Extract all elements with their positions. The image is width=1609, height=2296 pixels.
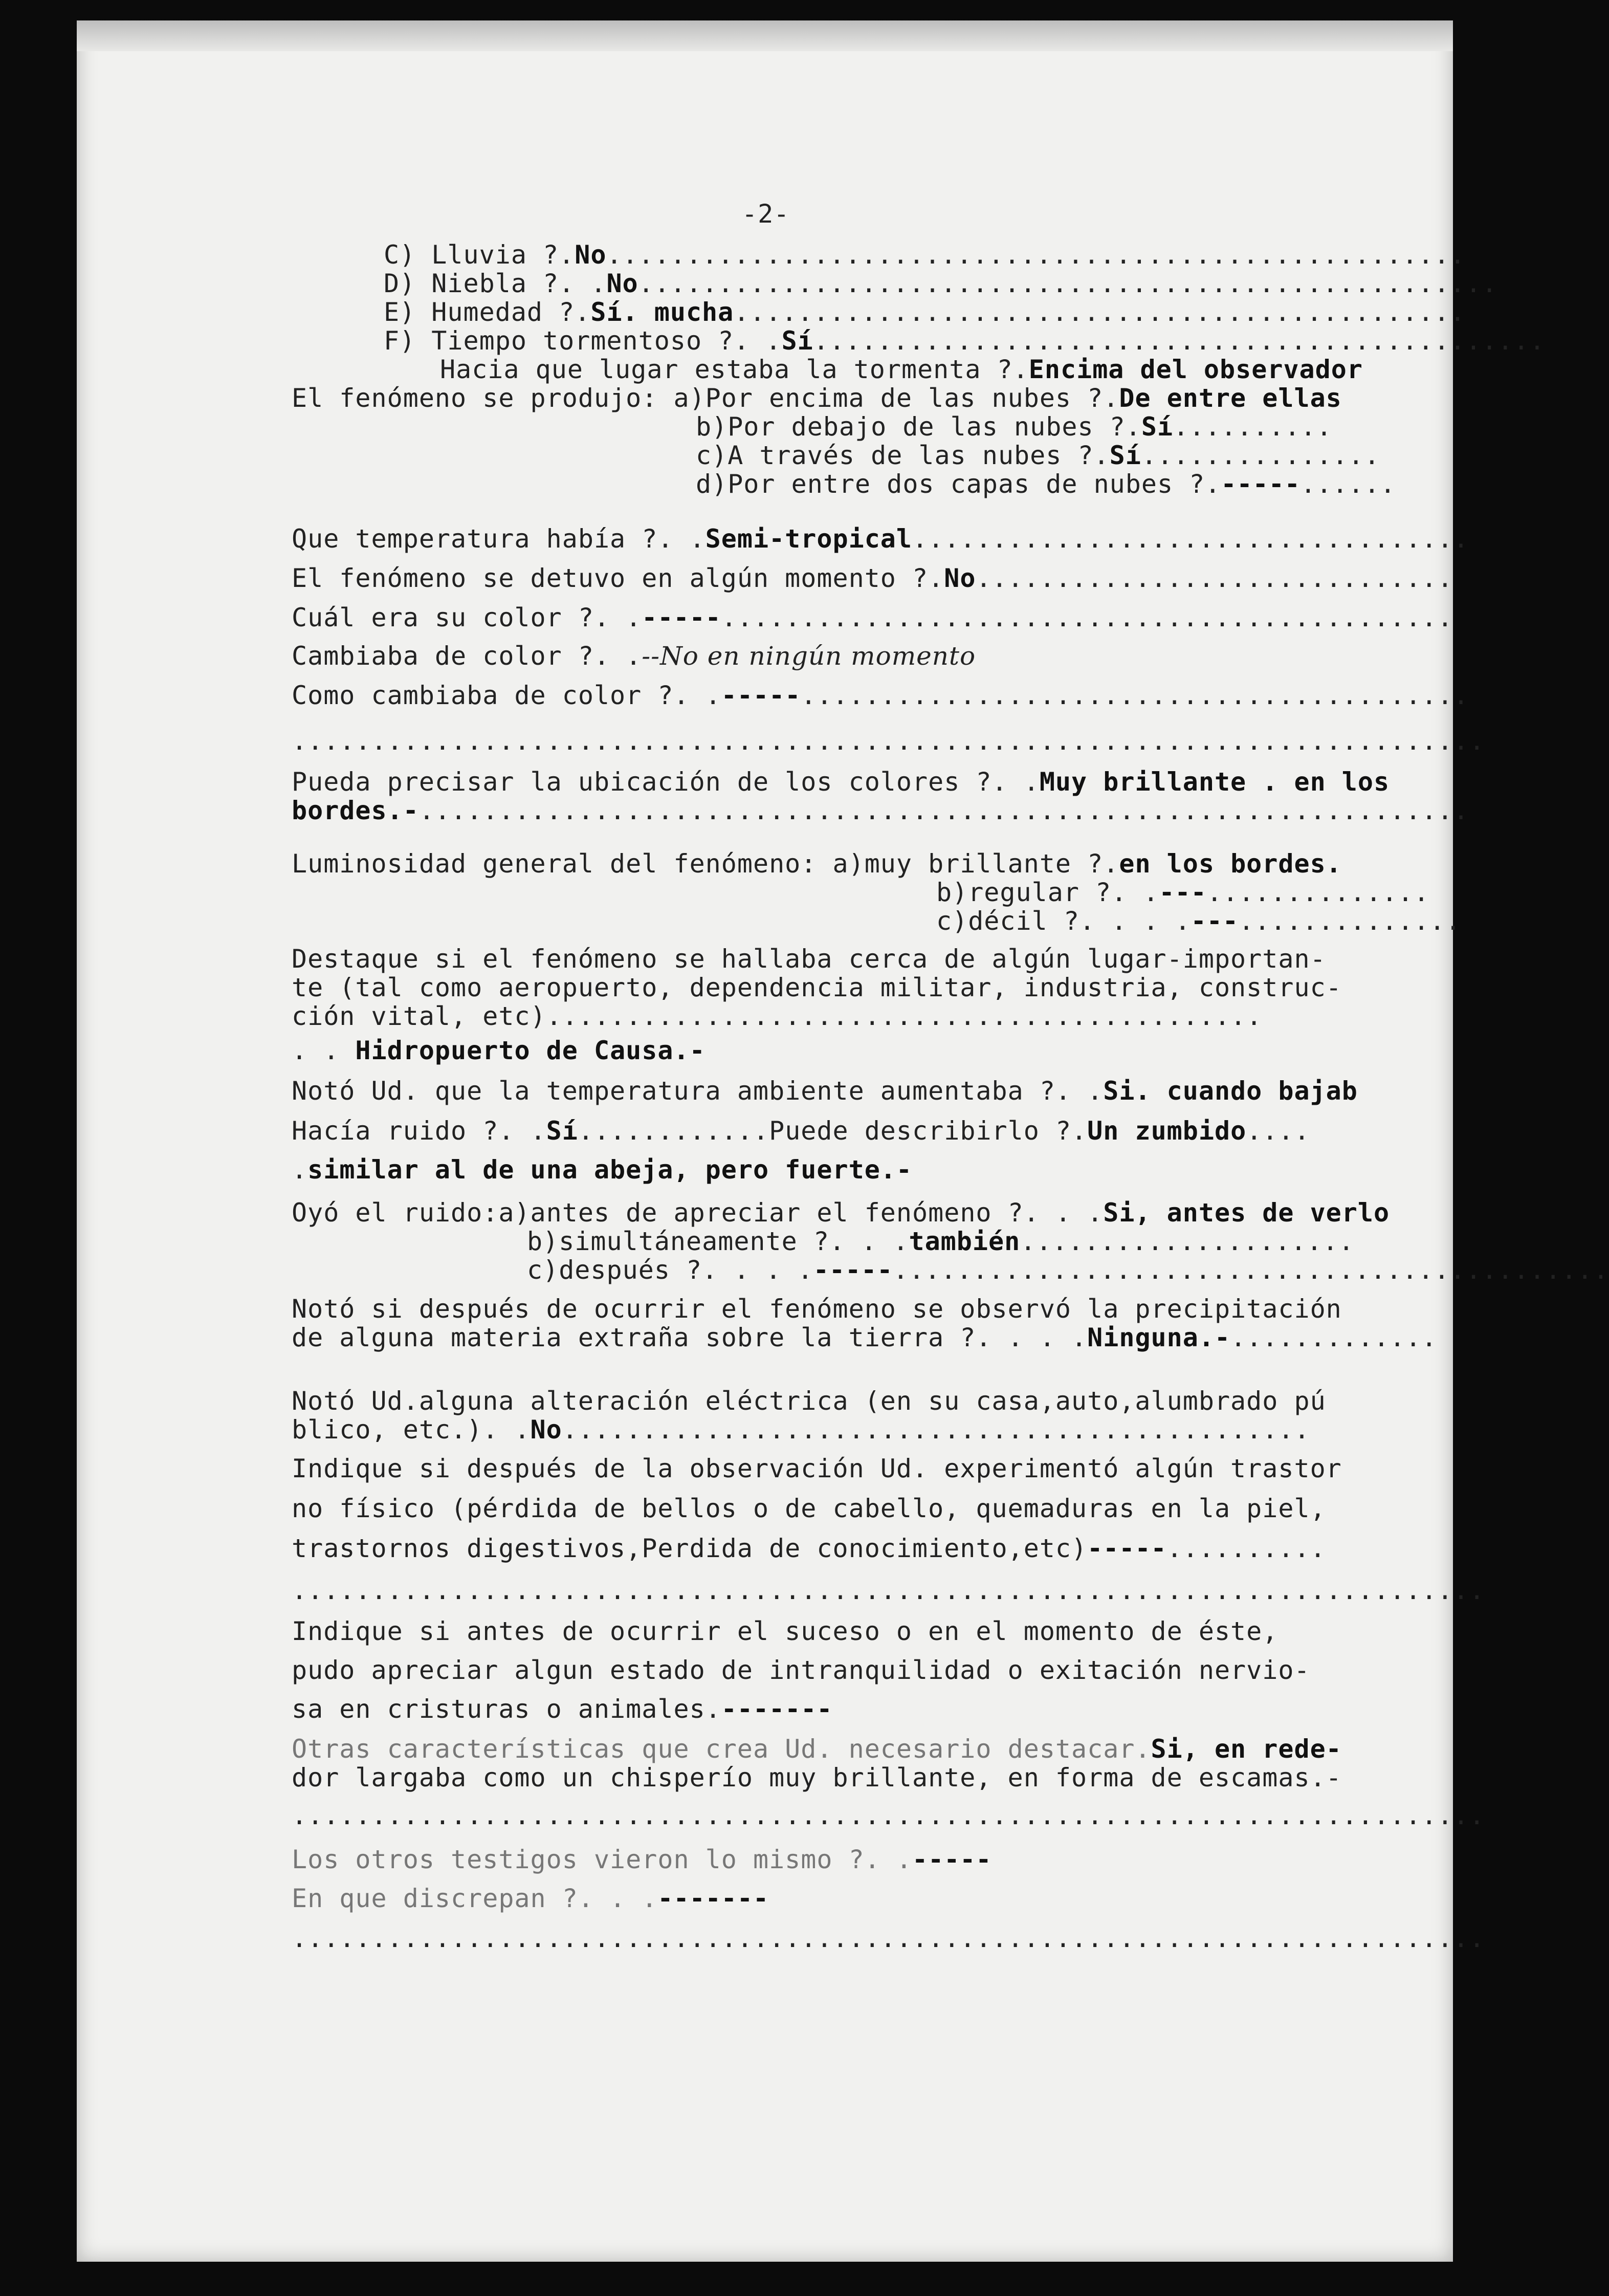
dotted-line-3: ...........................................................................	[292, 1801, 1485, 1830]
noise-description: .similar al de una abeja, pero fuerte.-	[292, 1155, 913, 1185]
physical-1: Indique si después de la observación Ud. experimentó algún trastor	[292, 1454, 1342, 1483]
phenomenon-produced: El fenómeno se produjo: a)Por encima de las nubes ?.De entre ellas	[292, 383, 1342, 413]
weather-storm: F) Tiempo tormentoso ?. .Sí..............................................	[384, 326, 1546, 356]
important-place-2: te (tal como aeropuerto, dependencia militar, industria, construc-	[292, 973, 1342, 1002]
weather-rain: C) Lluvia ?.No......................................................	[384, 240, 1466, 270]
weather-humidity: E) Humedad ?.Sí. mucha..............................................	[384, 297, 1466, 327]
weather-fog: D) Niebla ?. .No......................................................	[384, 269, 1498, 298]
luminosity-c: c)décil ?. . . .---..............	[936, 906, 1462, 936]
colors-location-cont: bordes.-..................................................................	[292, 796, 1469, 825]
produced-option-c: c)A través de las nubes ?.Sí...............	[696, 441, 1380, 470]
animals-1: Indique si antes de ocurrir el suceso o en el momento de éste,	[292, 1616, 1279, 1646]
precipitation-2: de alguna materia extraña sobre la tierra ?. . . .Ninguna.-.............	[292, 1323, 1438, 1352]
luminosity: Luminosidad general del fenómeno: a)muy brillante ?.en los bordes.	[292, 849, 1342, 879]
scan-edge	[77, 20, 1453, 51]
produced-option-d: d)Por entre dos capas de nubes ?.-----......	[696, 469, 1396, 499]
stopped: El fenómeno se detuvo en algún momento ?.No..............................	[292, 563, 1453, 593]
color: Cuál era su color ?. .-----..............................................	[292, 603, 1453, 632]
physical-2: no físico (pérdida de bellos o de cabello, quemaduras en la piel,	[292, 1494, 1326, 1523]
how-color: Como cambiaba de color ?. .-----..........................................	[292, 681, 1469, 710]
important-place-3: ción vital, etc).............................................	[292, 1001, 1263, 1031]
colors-location: Pueda precisar la ubicación de los colores ?. .Muy brillante . en los	[292, 767, 1390, 797]
electric-2: blico, etc.). .No...............................................	[292, 1415, 1310, 1445]
witnesses: Los otros testigos vieron lo mismo ?. .-----	[292, 1845, 992, 1874]
discrepancy: En que discrepan ?. . .-------	[292, 1884, 769, 1913]
dotted-line-4: ...........................................................................	[292, 1923, 1485, 1953]
other-2: dor largaba como un chisperío muy brillante, en forma de escamas.-	[292, 1763, 1342, 1792]
page-number: -2-	[742, 199, 790, 229]
dotted-line: ...........................................................................	[292, 726, 1485, 756]
luminosity-b: b)regular ?. .---..............	[936, 878, 1430, 907]
temp-rise: Notó Ud. que la temperatura ambiente aumentaba ?. .Si. cuando bajab	[292, 1076, 1358, 1106]
important-place-1: Destaque si el fenómeno se hallaba cerca de algún lugar-importan-	[292, 944, 1326, 974]
temperature: Que temperatura había ?. .Semi-tropical...................................	[292, 524, 1469, 554]
produced-option-b: b)Por debajo de las nubes ?.Sí..........	[696, 412, 1333, 442]
dotted-line-2: ...........................................................................	[292, 1576, 1485, 1605]
storm-location: Hacia que lugar estaba la tormenta ?.Encima del observador	[440, 355, 1363, 384]
electric-1: Notó Ud.alguna alteración eléctrica (en su casa,auto,alumbrado pú	[292, 1386, 1326, 1416]
noise: Hacía ruido ?. .Sí............Puede describirlo ?.Un zumbido....	[292, 1116, 1310, 1146]
document-page	[77, 20, 1609, 2262]
animals-2: pudo apreciar algun estado de intranquilidad o exitación nervio-	[292, 1655, 1310, 1685]
heard-c: c)después ?. . . .-----.............................................	[527, 1255, 1609, 1285]
precipitation-1: Notó si después de ocurrir el fenómeno se observó la precipitación	[292, 1294, 1342, 1324]
color-change: Cambiaba de color ?. .--No en ningún momento	[292, 641, 976, 671]
heard-b: b)simultáneamente ?. . .también.....................	[527, 1227, 1355, 1256]
physical-3: trastornos digestivos,Perdida de conocimiento,etc)-----..........	[292, 1534, 1326, 1563]
other-1: Otras características que crea Ud. necesario destacar.Si, en rede-	[292, 1734, 1342, 1764]
important-place-answer: . . Hidropuerto de Causa.-	[292, 1036, 706, 1065]
animals-3: sa en cristuras o animales.-------	[292, 1694, 833, 1724]
heard-a: Oyó el ruido:a)antes de apreciar el fenómeno ?. . .Si, antes de verlo	[292, 1198, 1390, 1228]
